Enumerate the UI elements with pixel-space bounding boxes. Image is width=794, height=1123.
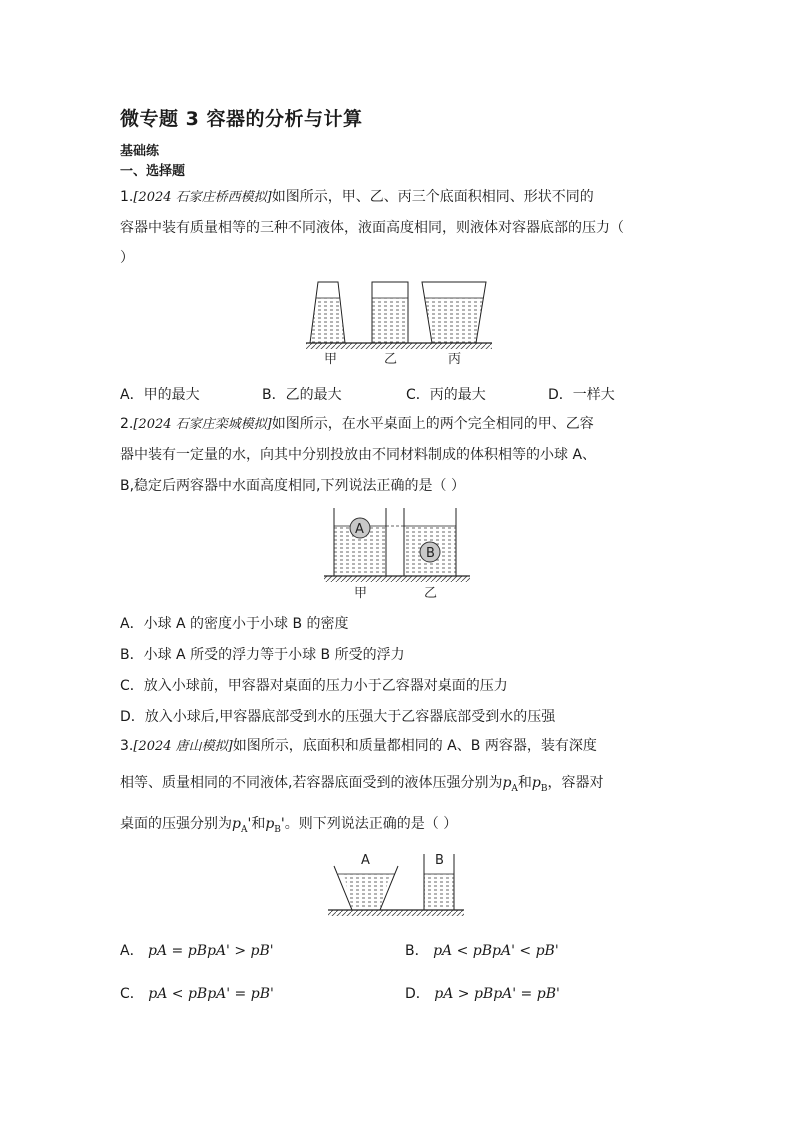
q2-number: 2. xyxy=(120,416,134,432)
q3-pa-sub: A xyxy=(511,783,518,794)
q2-ball-a-label: A xyxy=(355,522,364,537)
q3-option-c[interactable] xyxy=(120,983,274,1003)
q3-table-surface xyxy=(328,910,464,916)
page-title: 微专题 3 容器的分析与计算 xyxy=(120,108,363,130)
q3-number: 3. xyxy=(120,738,134,754)
q3-text3a: 桌面的压强分别为 xyxy=(120,816,232,832)
q1-line2: 容器中装有质量相等的三种不同液体，液面高度相同，则液体对容器底部的压力（ xyxy=(120,220,624,236)
q3-pb-sub: B xyxy=(540,783,548,794)
q3-pa-symbol: p xyxy=(502,775,512,791)
q3-figure xyxy=(326,852,468,922)
subsection-heading: 一、选择题 xyxy=(120,164,186,179)
q3-option-b-expr: pA < pBpA' < pB' xyxy=(433,943,559,959)
q3-line3 xyxy=(120,815,457,839)
q2-label-yi: 乙 xyxy=(424,586,438,601)
q1-text1: 如图所示，甲、乙、丙三个底面积相同、形状不同的 xyxy=(271,189,594,205)
q3-option-b[interactable] xyxy=(405,940,559,960)
q1-number: 1. xyxy=(120,189,134,205)
q1-line3: ） xyxy=(120,250,134,266)
q1-option-c[interactable]: C．丙的最大 xyxy=(406,387,486,403)
q3-pb xyxy=(531,775,548,794)
q2-option-c[interactable]: C．放入小球前，甲容器对桌面的压力小于乙容器对桌面的压力 xyxy=(120,678,508,694)
q3-pb2-symbol: p xyxy=(265,816,275,832)
q3-line1 xyxy=(120,737,597,756)
q2-source: [2024 石家庄栾城模拟] xyxy=(133,417,272,432)
q3-pa xyxy=(502,775,518,794)
q3-option-a[interactable] xyxy=(120,940,274,960)
q3-pb-prime xyxy=(265,816,281,835)
q2-figure xyxy=(322,506,472,604)
q2-line1 xyxy=(120,415,594,434)
q3-text2a: 相等、质量相同的不同液体,若容器底面受到的液体压强分别为 xyxy=(120,775,503,791)
q2-table-surface xyxy=(324,576,470,582)
q1-label-jia: 甲 xyxy=(324,352,338,367)
q3-pa2-sub: A xyxy=(240,824,248,835)
q3-option-d-letter: D． xyxy=(405,986,430,1002)
q1-table-surface xyxy=(306,343,492,349)
q2-line2: 器中装有一定量的水，向其中分别投放由不同材料制成的体积相等的小球 A、 xyxy=(120,447,597,463)
q3-text3b: '。则下列说法正确的是（ ） xyxy=(280,816,458,832)
q3-source: [2024 唐山模拟] xyxy=(133,739,233,754)
q3-option-d[interactable] xyxy=(405,983,560,1003)
q1-figure xyxy=(300,280,500,370)
q2-ball-b-label: B xyxy=(426,546,435,561)
q3-option-c-expr: pA < pBpA' = pB' xyxy=(148,986,274,1002)
q3-and2: 和 xyxy=(251,816,266,832)
q3-pb2-sub: B xyxy=(274,824,281,835)
q3-text1: 如图所示，底面积和质量都相同的 A、B 两容器，装有深度 xyxy=(232,738,597,754)
q3-option-a-letter: A． xyxy=(120,943,144,959)
q1-line1 xyxy=(120,188,594,207)
q2-line3: B,稳定后两容器中水面高度相同,下列说法正确的是（ ） xyxy=(120,478,465,494)
q3-option-b-letter: B． xyxy=(405,943,429,959)
q3-and1: 和 xyxy=(517,775,532,791)
q2-text1: 如图所示，在水平桌面上的两个完全相同的甲、乙容 xyxy=(271,416,594,432)
q2-option-b[interactable]: B．小球 A 所受的浮力等于小球 B 所受的浮力 xyxy=(120,647,405,663)
q1-label-bing: 丙 xyxy=(448,352,462,367)
q3-label-b: B xyxy=(435,853,444,868)
q2-option-a[interactable]: A．小球 A 的密度小于小球 B 的密度 xyxy=(120,616,349,632)
q3-option-a-expr: pA = pBpA' > pB' xyxy=(148,943,274,959)
q1-option-b[interactable]: B．乙的最大 xyxy=(262,387,342,403)
q3-pa-prime xyxy=(232,816,252,835)
q3-prime: ' xyxy=(247,816,252,832)
q3-pa2-symbol: p xyxy=(232,816,241,832)
q3-pb-symbol: p xyxy=(531,775,541,791)
q3-line2 xyxy=(120,774,604,798)
q3-text2b: ，容器对 xyxy=(547,775,604,791)
q2-option-d[interactable]: D．放入小球后,甲容器底部受到水的压强大于乙容器底部受到水的压强 xyxy=(120,709,556,725)
q1-source: [2024 石家庄桥西模拟] xyxy=(133,190,272,205)
q3-option-c-letter: C． xyxy=(120,986,144,1002)
q2-label-jia: 甲 xyxy=(354,586,368,601)
section-heading: 基础练 xyxy=(120,144,160,159)
q1-option-a[interactable]: A．甲的最大 xyxy=(120,387,200,403)
q3-option-d-expr: pA > pBpA' = pB' xyxy=(434,986,560,1002)
q1-label-yi: 乙 xyxy=(384,352,398,367)
q3-label-a: A xyxy=(361,853,370,868)
q1-option-d[interactable]: D．一样大 xyxy=(548,387,615,403)
